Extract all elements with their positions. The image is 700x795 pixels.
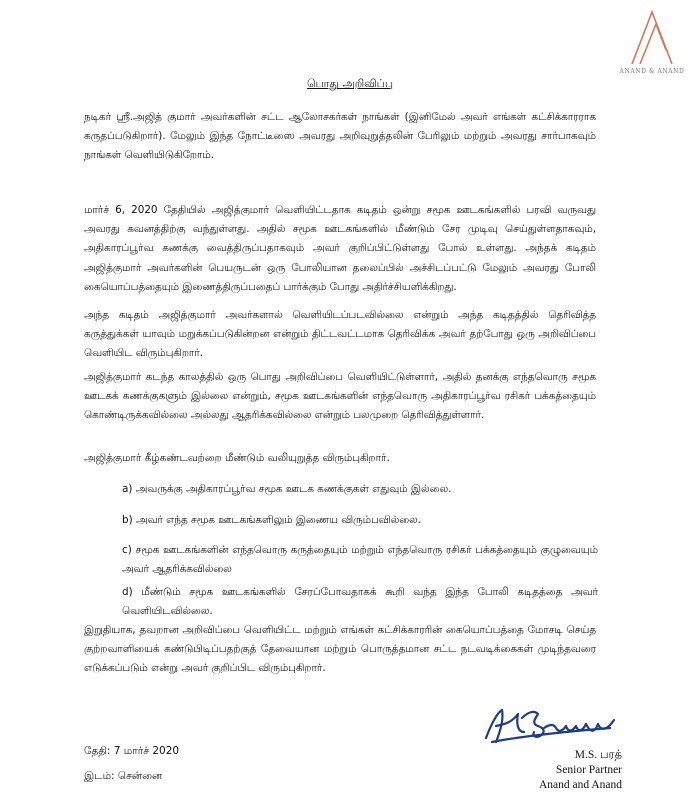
handwritten-signature <box>482 702 622 752</box>
page-title: பொது அறிவிப்பு <box>306 77 394 90</box>
triangle-logo-icon <box>622 6 682 66</box>
paragraph-letter: மார்ச் 6, 2020 தேதியில் அஜித்குமார் வெளியிட்டதாக கடிதம் ஒன்று சமூக ஊடகங்களில் பரவி வருவது அவரது கவனத்திற்கு வந்துள்ளது. அதில் சமூக ஊடகங்களில் மீண்டும் சேர முடிவு செய்துள்ளதாகவும், அதிகாரப்பூர்வ கணக்கு வைத்திருப்பதாகவும் அவர் குறிப்பிட்டுள்ளது போல் உள்ளது. அந்தக் கடிதம் அஜித்குமார் அவர்களின் பெயருடன் ஒரு போலியான தலைப்பில் அச்சிடப்பட்டு மேலும் அவரது போலி கையொப்பத்தையும் இணைத்திருப்பதைப் பார்க்கும் போது அதிர்ச்சியளிக்கிறது. <box>84 204 596 293</box>
paragraph-past-notice: அஜித்குமார் கடந்த காலத்தில் ஒரு பொது அறிவிப்பை வெளியிட்டுள்ளார், அதில் தனக்கு எந்தவொரு சமூக ஊடகக் கணக்குகளும் இல்லை என்றும், சமூக ஊடகங்களின் எந்தவொரு அதிகாரப்பூர்வ ரசிகர் பக்கத்தையும் கொண்டிருக்கவில்லை அல்லது ஆதரிக்கவில்லை என்றும் பலமுறை தெரிவித்துள்ளார். <box>84 371 596 422</box>
signer-firm: Anand and Anand <box>538 779 622 791</box>
list-item-c: c) சமூக ஊடகங்களின் எந்தவொரு கருத்தையும் மற்றும் எந்தவொரு ரசிகர் பக்கத்தையும் குழுவையும் அவர் ஆதரிக்கவில்லை <box>122 544 598 576</box>
logo-text: ANAND & ANAND <box>619 68 685 75</box>
signer-role: Senior Partner <box>555 764 622 776</box>
place-line: இடம்: சென்னை <box>84 770 163 782</box>
firm-logo <box>604 6 700 88</box>
list-item-a: a) அவருக்கு அதிகாரப்பூர்வ சமூக ஊடக கணக்குகள் எதுவும் இல்லை. <box>122 483 452 495</box>
paragraph-intro: நடிகர் ஸ்ரீ.அஜித் குமார் அவர்களின் சட்ட ஆலோசகர்கள் நாங்கள் (இனிமேல் அவர் எங்கள் கட்சிக்காரராக கருதப்படுகிறார்). மேலும் இந்த நோட்டீஸை அவரது அறிவுறுத்தலின் பேரிலும் மற்றும் அவரது சார்பாகவும் நாங்கள் வெளியிடுகிறோம். <box>84 111 596 162</box>
paragraph-denial: அந்த கடிதம் அஜித்குமார் அவர்களால் வெளியிடப்படவில்லை என்றும் அந்த கடிதத்தில் தெரிவித்த கருத்துக்கள் யாவும் மறுக்கப்படுகின்றன என்றும் திட்டவட்டமாக தெரிவிக்க அவர் தற்போது ஒரு அறிவிப்பை வெளியிட விரும்புகிறார். <box>84 309 596 360</box>
paragraph-closing: இறுதியாக, தவறான அறிவிப்பை வெளியிட்ட மற்றும் எங்கள் கட்சிக்காரரின் கையொப்பத்தை மோசடி செய்த குற்றவாளியைக் கண்டுபிடிப்பதற்குத் தேவையான மற்றும் பொருத்தமான சட்ட நடவடிக்கைகள் முடிந்தவரை எடுக்கப்படும் என்று அவர் குறிப்பிட விரும்புகிறார். <box>84 624 596 675</box>
paragraph-reiterate: அஜித்குமார் கீழ்கண்டவற்றை மீண்டும் வலியுறுத்த விரும்புகிறார். <box>84 452 390 464</box>
date-line: தேதி: 7 மார்ச் 2020 <box>84 745 180 757</box>
list-item-d: d) மீண்டும் சமூக ஊடகங்களில் சேரப்போவதாகக் கூறி வந்த இந்த போலி கடிதத்தை அவர் வெளியிடவில்லை. <box>122 586 598 618</box>
signer-name: M.S. பரத் <box>574 749 622 761</box>
signer-block <box>539 748 622 793</box>
list-item-b: b) அவர் எந்த சமூக ஊடகங்களிலும் இணைய விரும்பவில்லை. <box>122 514 421 526</box>
